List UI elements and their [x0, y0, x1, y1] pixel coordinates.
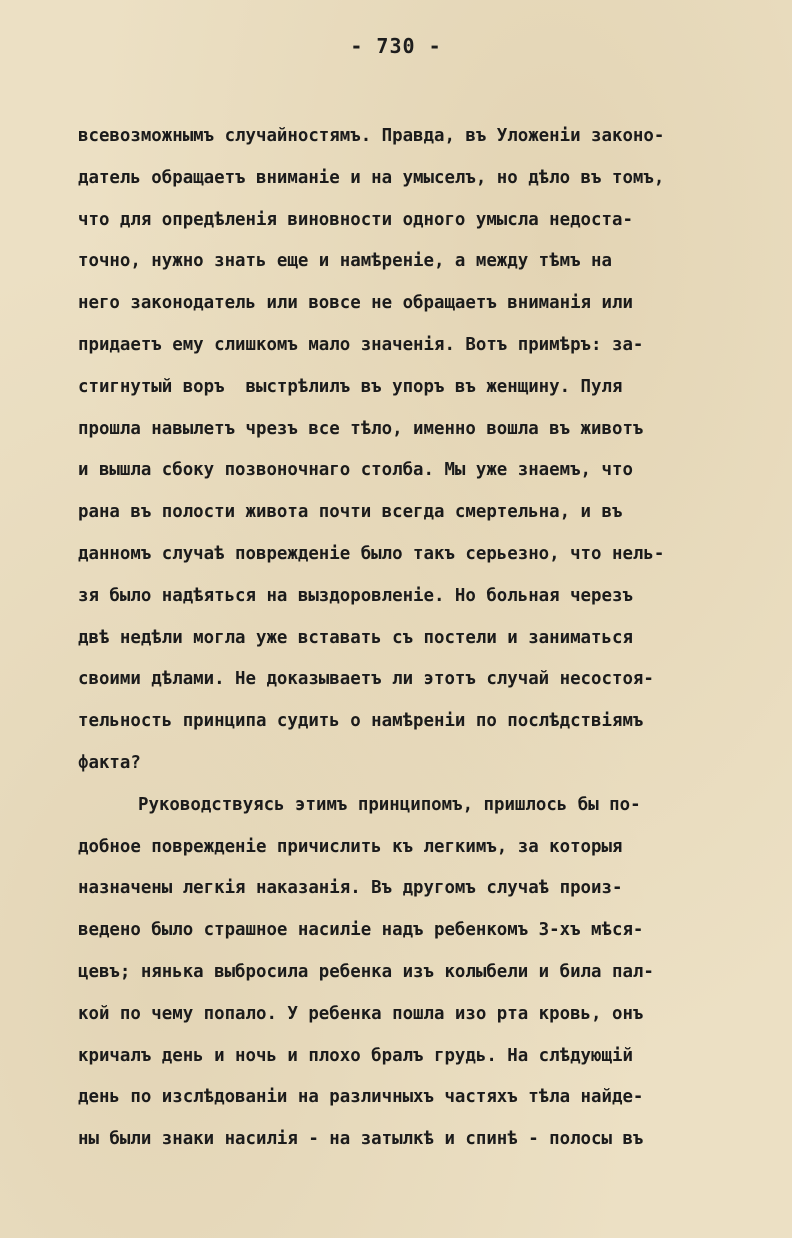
text-line: точно, нужно знать еще и намѣренiе, а между тѣмъ на — [78, 251, 612, 272]
text-line: зя было надѣяться на выздоровленiе. Но больная черезъ — [78, 585, 633, 606]
text-line: что для опредѣленiя виновности одного умысла недоста- — [78, 209, 633, 230]
text-line: цевъ; нянька выбросила ребенка изъ колыбели и била пал- — [78, 961, 654, 982]
text-line: всевозможнымъ случайностямъ. Правда, въ Уложенiи законо- — [78, 126, 665, 146]
text-line: Руководствуясь этимъ принципомъ, пришлось бы по- — [138, 794, 641, 815]
text-line: добное поврежденiе причислить къ легкимъ, за которыя — [78, 836, 623, 857]
text-line: него законодатель или вовсе не обращаетъ вниманiя или — [78, 293, 633, 314]
text-line: кричалъ день и ночь и плохо бралъ грудь. На слѣдующiй — [78, 1045, 633, 1066]
text-line: ведено было страшное насилiе надъ ребенкомъ 3-хъ мѣся- — [78, 920, 644, 941]
text-line: датель обращаетъ вниманiе и на умыселъ, но дѣло въ томъ, — [78, 167, 665, 188]
text-line: тельность принципа судить о намѣренiи по послѣдствiямъ — [78, 711, 644, 732]
text-line: факта? — [78, 752, 141, 773]
text-line: рана въ полости живота почти всегда смертельна, и въ — [78, 502, 623, 523]
text-line: придаетъ ему слишкомъ мало значенiя. Вотъ примѣръ: за- — [78, 334, 644, 355]
text-line: данномъ случаѣ поврежденiе было такъ серьезно, что нель- — [78, 543, 665, 564]
text-line: ны были знаки насилiя - на затылкѣ и спинѣ - полосы въ — [78, 1129, 644, 1150]
text-line: кой по чему попало. У ребенка пошла изо рта кровь, онъ — [78, 1003, 644, 1024]
text-line: своими дѣлами. Не доказываетъ ли этотъ случай несостоя- — [78, 669, 654, 690]
text-line: стигнутый воръ выстрѣлилъ въ упоръ въ женщину. Пуля — [78, 376, 623, 397]
text-line: назначены легкiя наказанiя. Въ другомъ случаѣ произ- — [78, 878, 623, 899]
text-line: и вышла сбоку позвоночнаго столба. Мы уже знаемъ, что — [78, 460, 633, 481]
text-line: прошла навылетъ чрезъ все тѣло, именно вошла въ животъ — [78, 418, 644, 439]
text-line: день по изслѣдованiи на различныхъ частяхъ тѣла найде- — [78, 1087, 644, 1108]
page-number: - 730 - — [350, 34, 442, 58]
text-line: двѣ недѣли могла уже вставать съ постели и заниматься — [78, 627, 633, 648]
body-text — [78, 116, 790, 1161]
